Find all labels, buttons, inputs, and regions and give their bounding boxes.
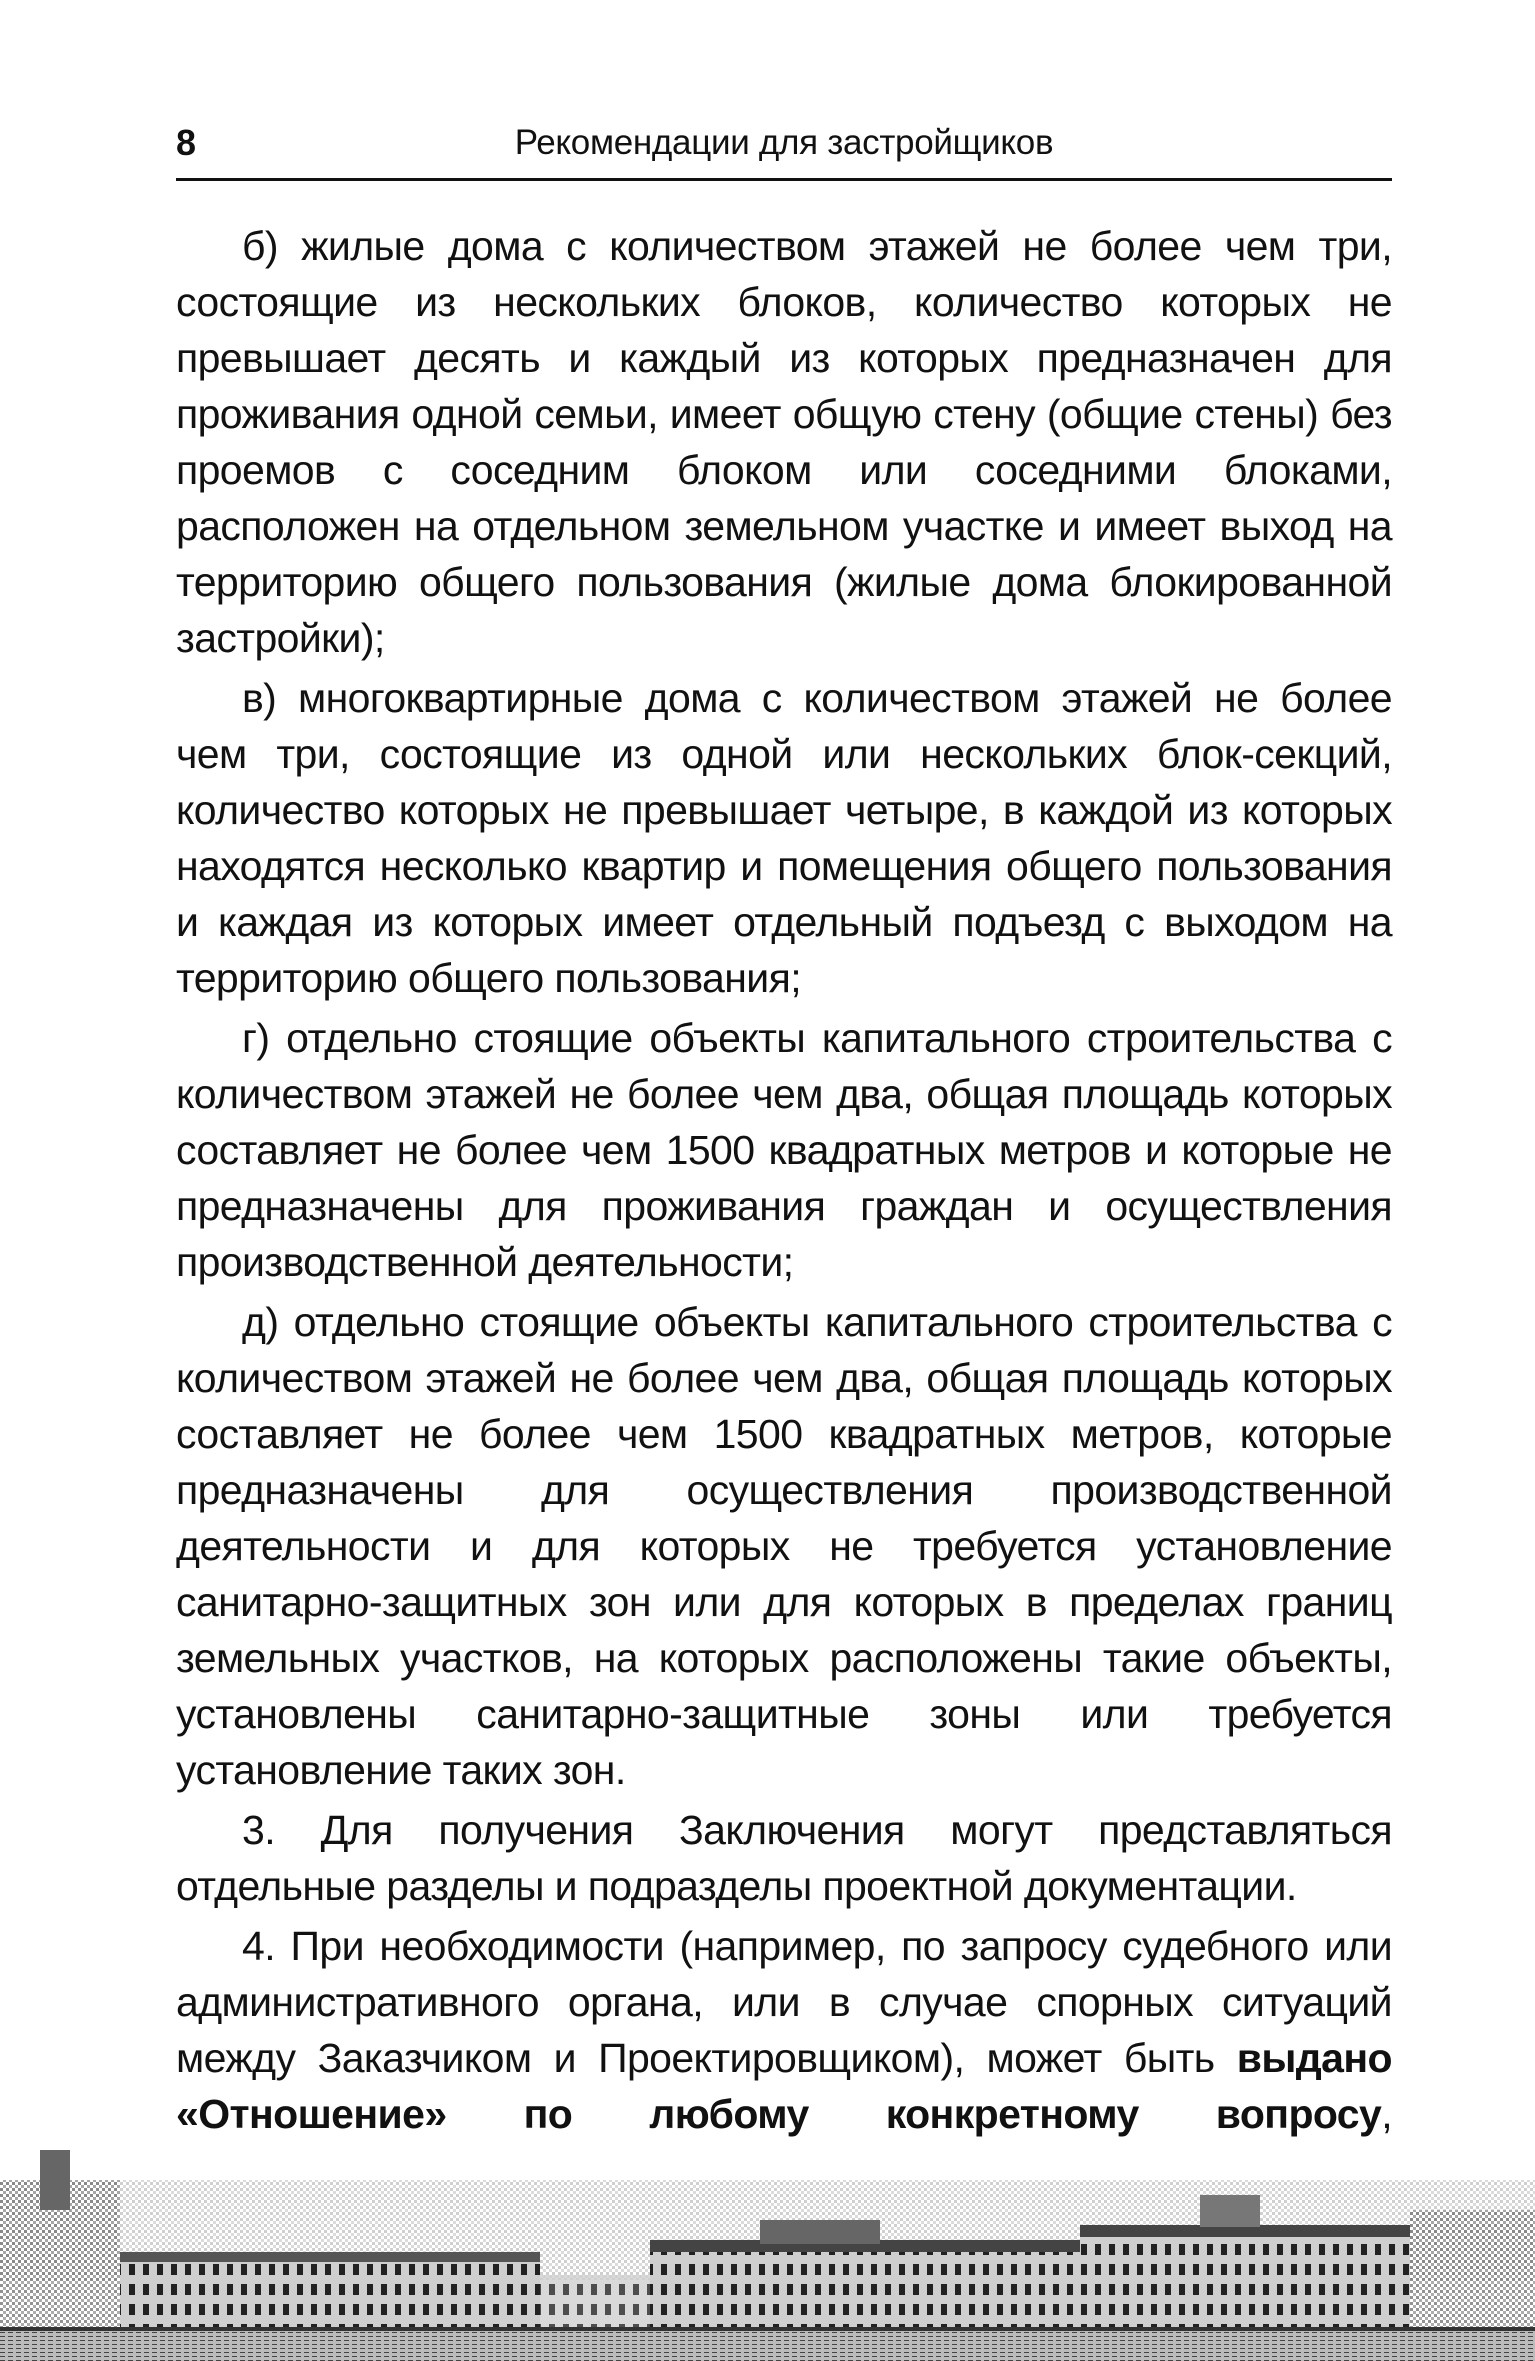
page-number: 8 [176, 122, 197, 163]
header-divider [176, 178, 1392, 181]
paragraph-d: д) отдельно стоящие объекты капитального строительства с количеством этажей не более чем два, общая площадь которых составляет не более чем 1500 квадратных метров, которые предназначены для осуществления производственной деятельности и для которых не требуется установление санитарно-защитных зон или для которых в пределах границ земельных участков, на которых расположены такие объекты, установлены санитарно-защитные зоны или требуется установление таких зон. [176, 1299, 1392, 1793]
body-text [176, 218, 1392, 2254]
paragraph-b: б) жилые дома с количеством этажей не более чем три, состоящие из нескольких блоков, количество которых не превышает десять и каждый из которых предназначен для проживания одной семьи, имеет общую стену (общие стены) без проемов с соседним блоком или соседними блоками, расположен на отдельном земельном участке и имеет выход на территорию общего пользования (жилые дома блокированной застройки); [176, 223, 1392, 661]
running-title: Рекомендации для застройщиков [514, 123, 1054, 162]
page-header [176, 118, 1392, 168]
paragraph-4-text-start: 4. При необходимости (например, по запросу судебного или административного органа, или в случае спорных ситуаций между Заказчиком и Проектировщиком), может быть [176, 1923, 1392, 2081]
paragraph-g: г) отдельно стоящие объекты капитального строительства с количеством этажей не более чем два, общая площадь которых составляет не более чем 1500 квадратных метров и которые не предназначены для проживания граждан и осуществления производственной деятельности; [176, 1015, 1392, 1285]
paragraph-v: в) многоквартирные дома с количеством этажей не более чем три, состоящие из одной или нескольких блок-секций, количество которых не превышает четыре, в каждой из которых находятся несколько квартир и помещения общего пользования и каждая из которых имеет отдельный подъезд с выходом на территорию общего пользования; [176, 675, 1392, 1001]
city-embankment-illustration [0, 2140, 1535, 2361]
paragraph-4-text-end: , [1381, 2091, 1392, 2137]
paragraph-3: 3. Для получения Заключения могут представляться отдельные разделы и подразделы проектной документации. [176, 1807, 1392, 1909]
paragraph-4-bold-phrase: выдано «Отношение» по любому конкретному вопросу [176, 2035, 1392, 2137]
